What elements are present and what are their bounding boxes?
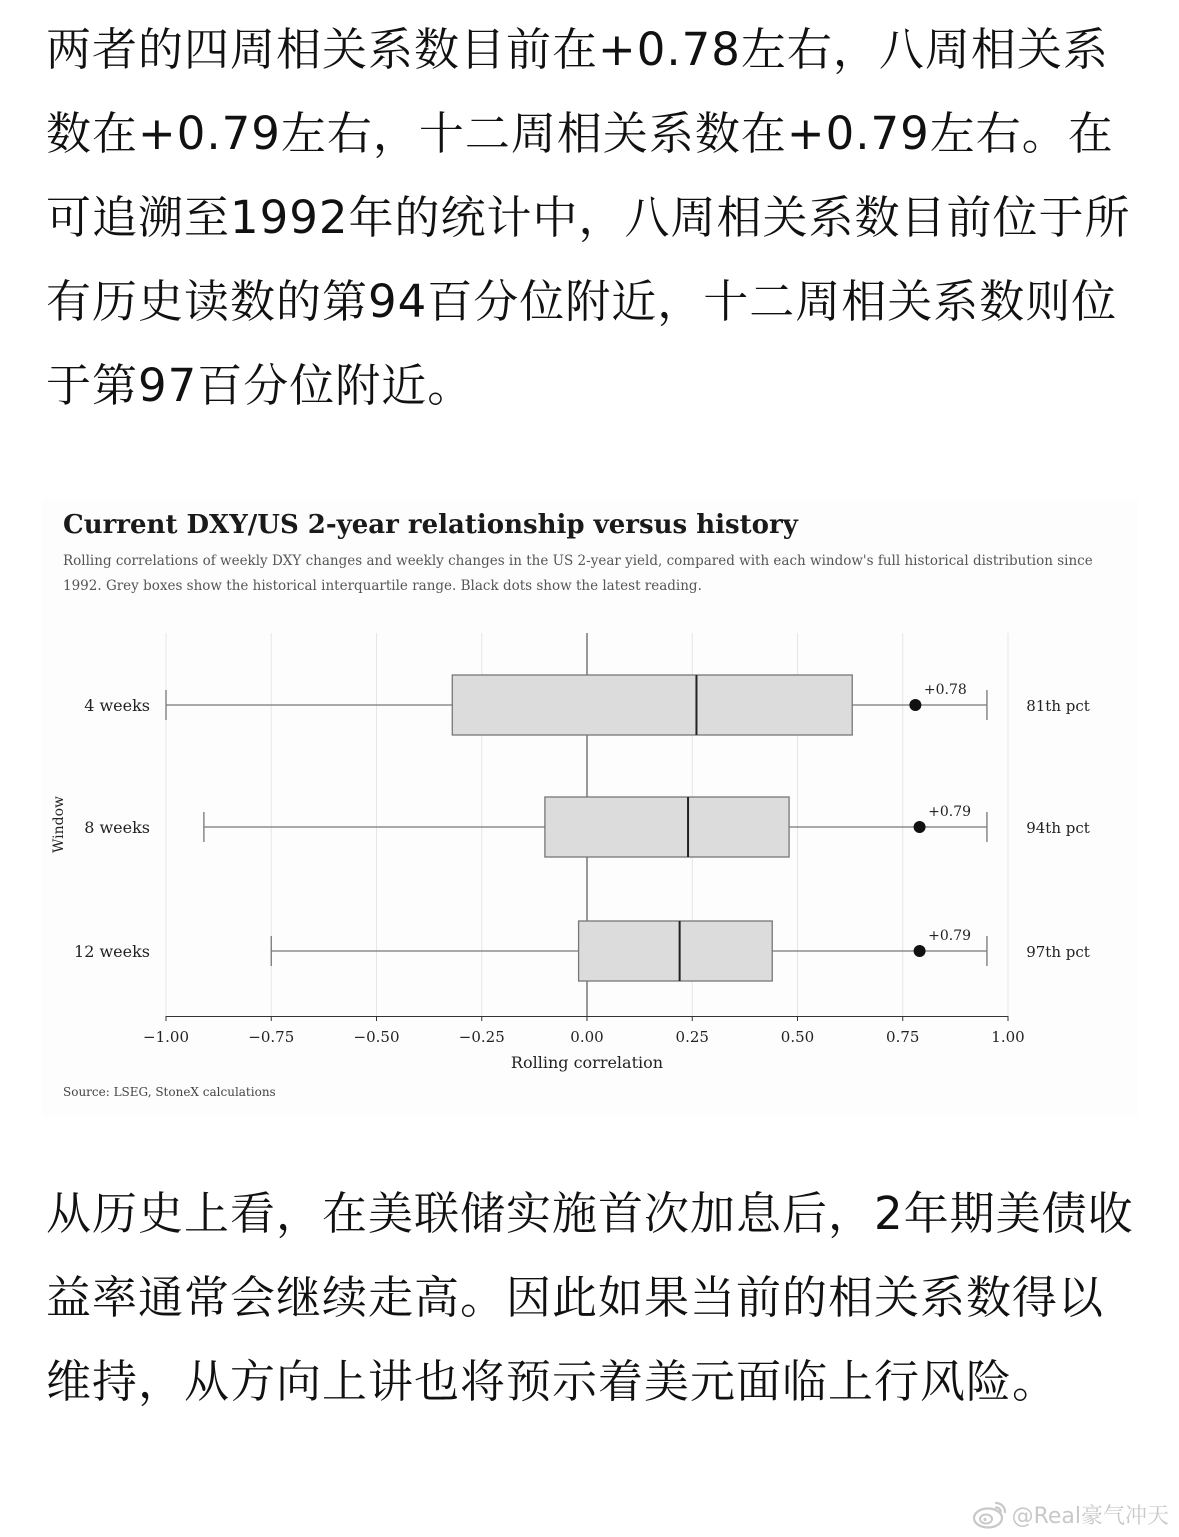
percentile-label: 97th pct: [1026, 943, 1090, 961]
category-label: 8 weeks: [84, 818, 150, 837]
latest-label: +0.79: [928, 928, 972, 944]
latest-label: +0.78: [923, 682, 967, 698]
iqr-box: [579, 921, 773, 981]
boxplot-chart: [42, 500, 1138, 1116]
category-label: 12 weeks: [74, 942, 150, 961]
latest-dot: [914, 945, 926, 957]
x-tick-label: −0.25: [458, 1028, 505, 1046]
article-paragraph-bottom: 从历史上看，在美联储实施首次加息后，2年期美债收益率通常会继续走高。因此如果当前的相关系数得以维持，从方向上讲也将预示着美元面临上行风险。: [46, 1187, 1134, 1408]
category-label: 4 weeks: [84, 696, 150, 715]
watermark: [972, 1497, 1169, 1531]
x-tick-label: 0.25: [675, 1028, 709, 1046]
latest-dot: [914, 821, 926, 833]
y-axis-label: Window: [51, 795, 67, 854]
x-tick-label: −0.75: [248, 1028, 295, 1046]
weibo-icon: [972, 1499, 1008, 1529]
x-axis-label: Rolling correlation: [510, 1053, 664, 1072]
latest-label: +0.79: [928, 804, 972, 820]
x-tick-label: 0.75: [886, 1028, 920, 1046]
iqr-box: [545, 797, 789, 857]
chart-title: Current DXY/US 2-year relationship versus history: [63, 510, 798, 540]
x-tick-label: 0.00: [570, 1028, 604, 1046]
article-paragraph-top: 两者的四周相关系数目前在+0.78左右，八周相关系数在+0.79左右，十二周相关系数在+0.79左右。在可追溯至1992年的统计中，八周相关系数目前位于所有历史读数的第94百分位附近，十二周相关系数则位于第97百分位附近。: [46, 23, 1131, 412]
iqr-box: [452, 675, 852, 735]
x-tick-label: 1.00: [991, 1028, 1025, 1046]
x-tick-label: 0.50: [780, 1028, 815, 1046]
x-tick-label: −0.50: [353, 1028, 400, 1046]
x-tick-label: −1.00: [143, 1028, 189, 1046]
percentile-label: 94th pct: [1026, 819, 1090, 837]
percentile-label: 81th pct: [1026, 697, 1090, 715]
latest-dot: [909, 699, 921, 711]
chart-subtitle: Rolling correlations of weekly DXY changes and weekly changes in the US 2-year yield, compared with each window's full historical distribution since 1992. Grey boxes show the historical interquartile range. Black dots show the latest reading.: [63, 553, 1093, 594]
chart-source: Source: LSEG, StoneX calculations: [63, 1085, 276, 1099]
watermark-text: @Real豪气冲天: [1011, 1503, 1169, 1529]
chart-figure: [42, 500, 1138, 1116]
